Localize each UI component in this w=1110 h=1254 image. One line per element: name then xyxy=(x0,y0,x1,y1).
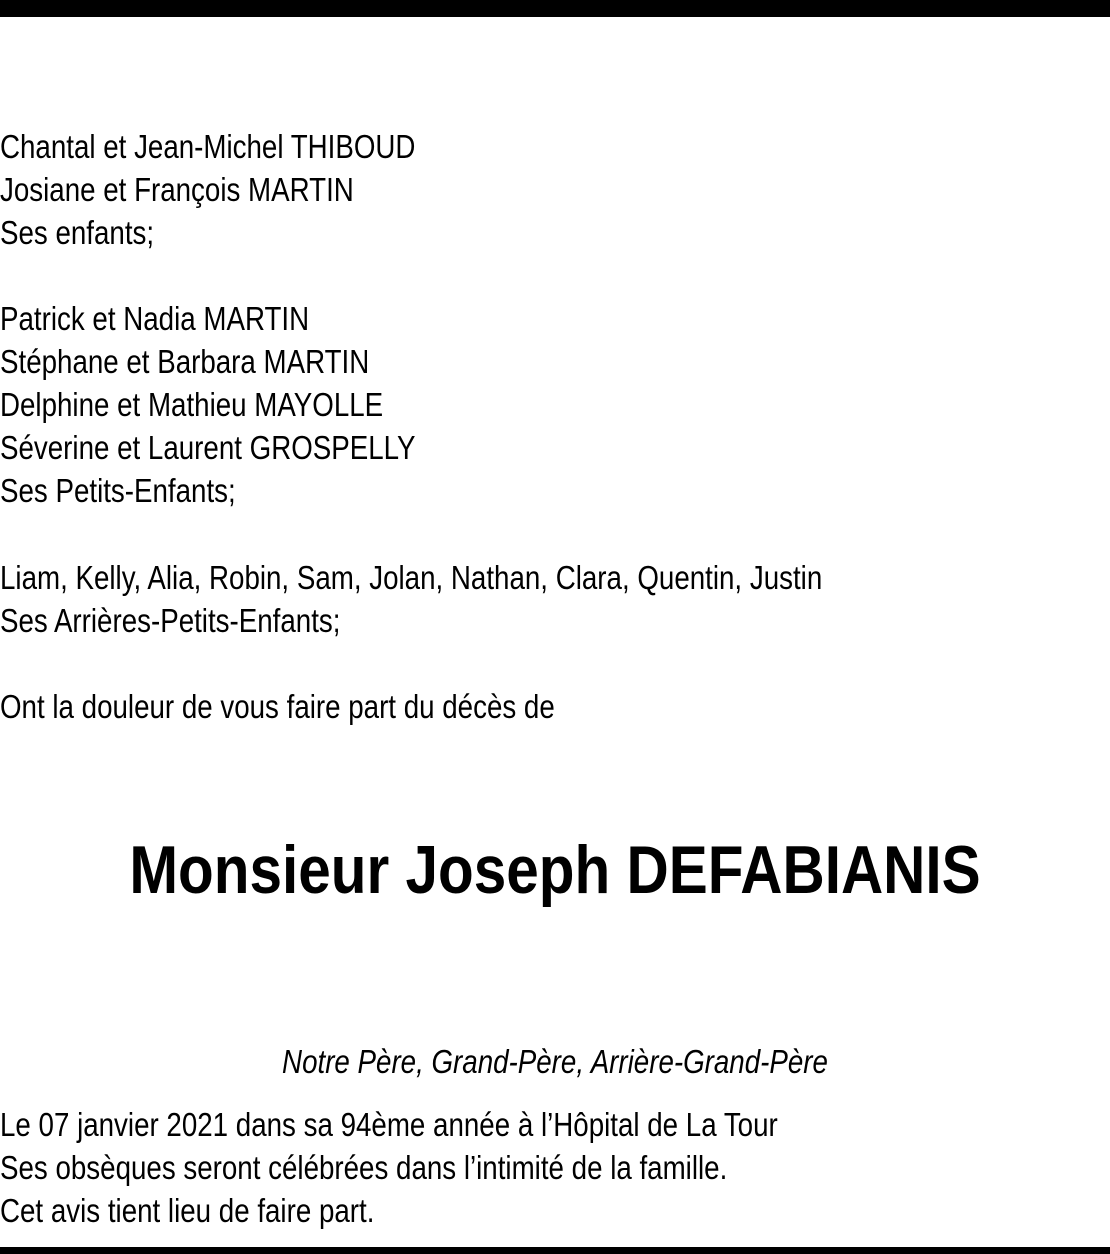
grandchild-couple-1: Patrick et Nadia MARTIN xyxy=(0,300,310,337)
death-date-place: Le 07 janvier 2021 dans sa 94ème année à l’Hôpital de La Tour xyxy=(0,1106,778,1143)
grandchildren-label: Ses Petits-Enfants; xyxy=(0,472,236,509)
grandchild-couple-3: Delphine et Mathieu MAYOLLE xyxy=(0,386,384,423)
funeral-notice: Ses obsèques seront célébrées dans l’intimité de la famille. xyxy=(0,1149,728,1186)
great-grandchildren-names: Liam, Kelly, Alia, Robin, Sam, Jolan, Nathan, Clara, Quentin, Justin xyxy=(0,559,823,596)
child-couple-2: Josiane et François MARTIN xyxy=(0,171,354,208)
great-grandchildren-label: Ses Arrières-Petits-Enfants; xyxy=(0,602,341,639)
notice-statement: Cet avis tient lieu de faire part. xyxy=(0,1192,375,1229)
top-border-rule xyxy=(0,0,1110,17)
grandchild-couple-4: Séverine et Laurent GROSPELLY xyxy=(0,429,416,466)
relation-subtitle: Notre Père, Grand-Père, Arrière-Grand-Père xyxy=(282,1043,828,1080)
deceased-name-heading: Monsieur Joseph DEFABIANIS xyxy=(129,832,981,908)
announcement-text: Ont la douleur de vous faire part du décès de xyxy=(0,688,555,725)
children-label: Ses enfants; xyxy=(0,214,155,251)
grandchild-couple-2: Stéphane et Barbara MARTIN xyxy=(0,343,370,380)
bottom-border-rule xyxy=(0,1247,1110,1254)
child-couple-1: Chantal et Jean-Michel THIBOUD xyxy=(0,128,416,165)
